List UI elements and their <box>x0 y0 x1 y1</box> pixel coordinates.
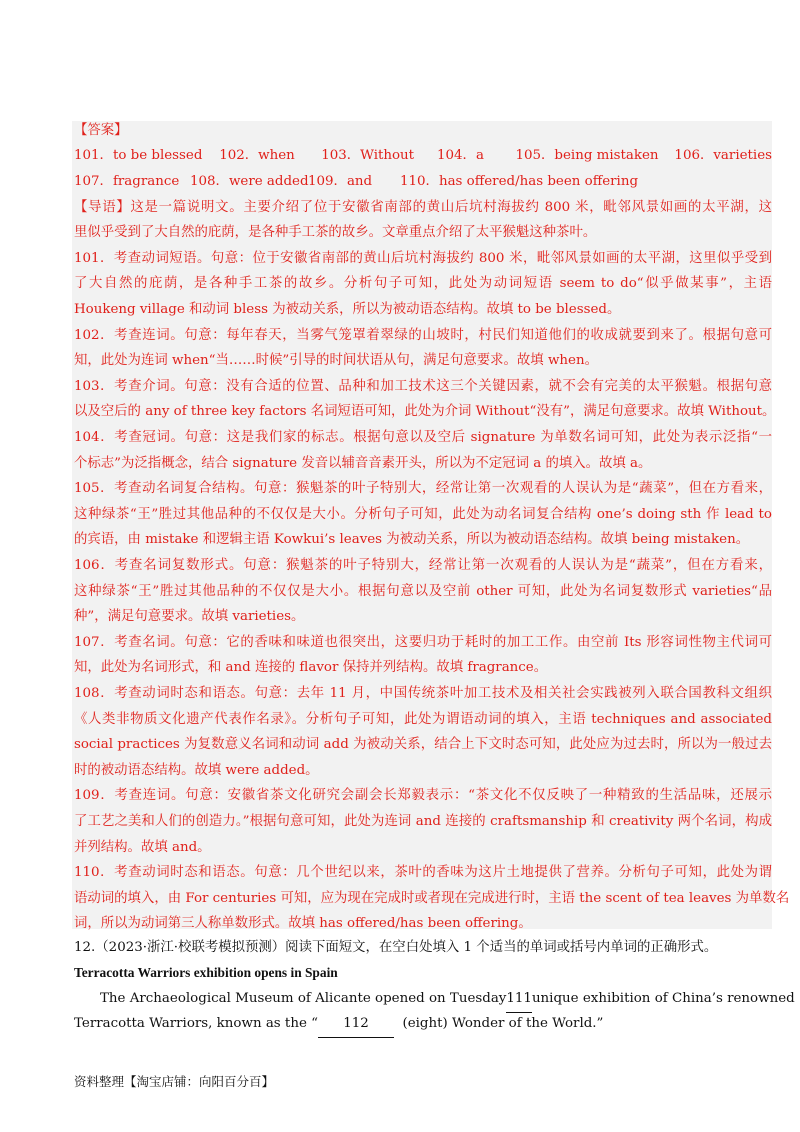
answer-103: 103．Without <box>321 148 415 163</box>
explanation-line: 这种绿茶“王”胜过其他品种的不仅仅是大小。根据句意以及空前 other 可知，此处为名词复数形式 varieties“品 <box>74 583 772 599</box>
passage-text: The Archaeological Museum of Alicante opened on Tuesday <box>100 991 507 1006</box>
explanation-line: 【导语】这是一篇说明文。主要介绍了位于安徽省南部的黄山后坑村海拔约 800 米，毗邻风景如画的太平湖，这 <box>74 199 772 215</box>
answer-106: 106．varieties <box>674 148 772 163</box>
question-header: 12.（2023·浙江·校联考模拟预测）阅读下面短文，在空白处填入 1 个适当的单词或括号内单词的正确形式。 <box>74 940 718 955</box>
explanation-line: social practices 为复数意义名词和动词 add 为被动关系，结合上下文时态可知，此处应为过去时，所以为一般过去 <box>74 737 772 753</box>
answer-108: 108．were added <box>190 174 309 189</box>
answer-101: 101．to be blessed <box>74 148 203 163</box>
explanation-line: 107．考查名词。句意：它的香味和味道也很突出，这要归功于耗时的加工工作。由空前 Its 形容词性物主代词可 <box>74 634 772 650</box>
answer-109: 109．and <box>308 174 373 189</box>
explanation-line: 108．考查动词时态和语态。句意：去年 11 月，中国传统茶叶加工技术及相关社会实践被列入联合国教科文组织 <box>74 686 772 701</box>
explanation-line: 102．考查连词。句意：每年春天，当雾气笼罩着翠绿的山坡时，村民们知道他们的收成就要到来了。根据句意可 <box>74 327 772 343</box>
explanation-line: 词，所以为动词第三人称单数形式。故填 has offered/has been offering。 <box>74 916 532 932</box>
explanation-line: 这种绿茶“王”胜过其他品种的不仅仅是大小。分析句子可知，此处为动名词复合结构 one’s doing sth 作 lead to <box>74 506 772 522</box>
explanation-line: 110．考查动词时态和语态。句意：几个世纪以来，茶叶的香味为这片土地提供了营养。分析句子可知，此处为谓 <box>74 865 772 881</box>
blank-112[interactable]: 112 <box>318 1011 394 1038</box>
explanation-line: 时的被动语态结构。故填 were added。 <box>74 762 319 778</box>
explanation-line: 了大自然的庇荫，是各种手工茶的故乡。分析句子可知，此处为动词短语 seem to do“似乎做某事”，主语 <box>74 276 772 292</box>
answer-110: 110．has offered/has been offering <box>400 174 639 189</box>
answer-row-2 <box>74 169 772 195</box>
passage-text: Terracotta Warriors, known as the “ <box>74 1016 318 1031</box>
passage-line-1 <box>100 986 795 1013</box>
blank-111[interactable]: 111 <box>506 986 532 1013</box>
explanation-line: 语动词的填入，由 For centuries 可知，应为现在完成时或者现在完成进行时，主语 the scent of tea leaves 为单数名 <box>74 890 790 906</box>
explanation-line: 109．考查连词。句意：安徽省茶文化研究会副会长郑毅表示：“茶文化不仅反映了一种精致的生活品味，还展示 <box>74 788 772 804</box>
passage-text: (eight) Wonder of the World.” <box>402 1016 604 1031</box>
passage-line-2 <box>74 1011 772 1038</box>
explanation-line: Houkeng village 和动词 bless 为被动关系，所以为被动语态结构。故填 to be blessed。 <box>74 302 621 317</box>
explanation-line: 以及空后的 any of three key factors 名词短语可知，此处为介词 Without“没有”，满足句意要求。故填 Without。 <box>74 404 776 420</box>
explanation-line: 106．考查名词复数形式。句意：猴魁茶的叶子特别大，经常让第一次观看的人误认为是“蔬菜”，但在方看来， <box>74 558 772 573</box>
explanation-line: 知，此处为名词形式，和 and 连接的 flavor 保持并列结构。故填 fragrance。 <box>74 660 548 676</box>
answer-102: 102．when <box>219 148 295 163</box>
passage-text: unique exhibition of China’s renowned <box>531 991 795 1006</box>
explanation-line: 《人类非物质文化遗产代表作名录》。分析句子可知，此处为谓语动词的填入，主语 techniques and associated <box>74 711 772 727</box>
explanation-line: 103．考查介词。句意：没有合适的位置、品种和加工技术这三个关键因素，就不会有完美的太平猴魁。根据句意 <box>74 378 772 394</box>
explanation-line: 并列结构。故填 and。 <box>74 839 211 855</box>
explanation-line: 了工艺之美和人们的创造力。”根据句意可知，此处为连词 and 连接的 craftsmanship 和 creativity 两个名词，构成 <box>74 814 772 829</box>
explanation-line: 种”，满足句意要求。故填 varieties。 <box>74 609 305 625</box>
explanation-line: 104．考查冠词。句意：这是我们家的标志。根据句意以及空后 signature 为单数名词可知，此处为表示泛指“一 <box>74 430 772 445</box>
footer-note: 资料整理【淘宝店铺：向阳百分百】 <box>74 1074 275 1089</box>
explanation-line: 知，此处为连词 when“当……时候”引导的时间状语从句，满足句意要求。故填 when。 <box>74 353 598 369</box>
answer-107: 107．fragrance <box>74 174 180 189</box>
answer-row-1 <box>74 143 772 169</box>
explanation-line: 101．考查动词短语。句意：位于安徽省南部的黄山后坑村海拔约 800 米，毗邻风景如画的太平湖，这里似乎受到 <box>74 250 772 266</box>
explanation-line: 105．考查动名词复合结构。句意：猴魁茶的叶子特别大，经常让第一次观看的人误认为是“蔬菜”，但在方看来， <box>74 481 772 497</box>
explanation-line: 个标志”为泛指概念，结合 signature 发音以辅音音素开头，所以为不定冠词 a 的填入。故填 a。 <box>74 455 652 471</box>
answer-104: 104．a <box>437 148 484 163</box>
answer-105: 105．being mistaken <box>515 148 659 163</box>
explanation-line: 里似乎受到了大自然的庇荫，是各种手工茶的故乡。文章重点介绍了太平猴魁这种茶叶。 <box>74 225 597 241</box>
passage-title: Terracotta Warriors exhibition opens in Spain <box>74 965 338 980</box>
answer-heading: 【答案】 <box>74 123 128 138</box>
explanation-line: 的宾语，由 mistake 和逻辑主语 Kowkui’s leaves 为被动关系，所以为被动语态结构。故填 being mistaken。 <box>74 532 750 548</box>
